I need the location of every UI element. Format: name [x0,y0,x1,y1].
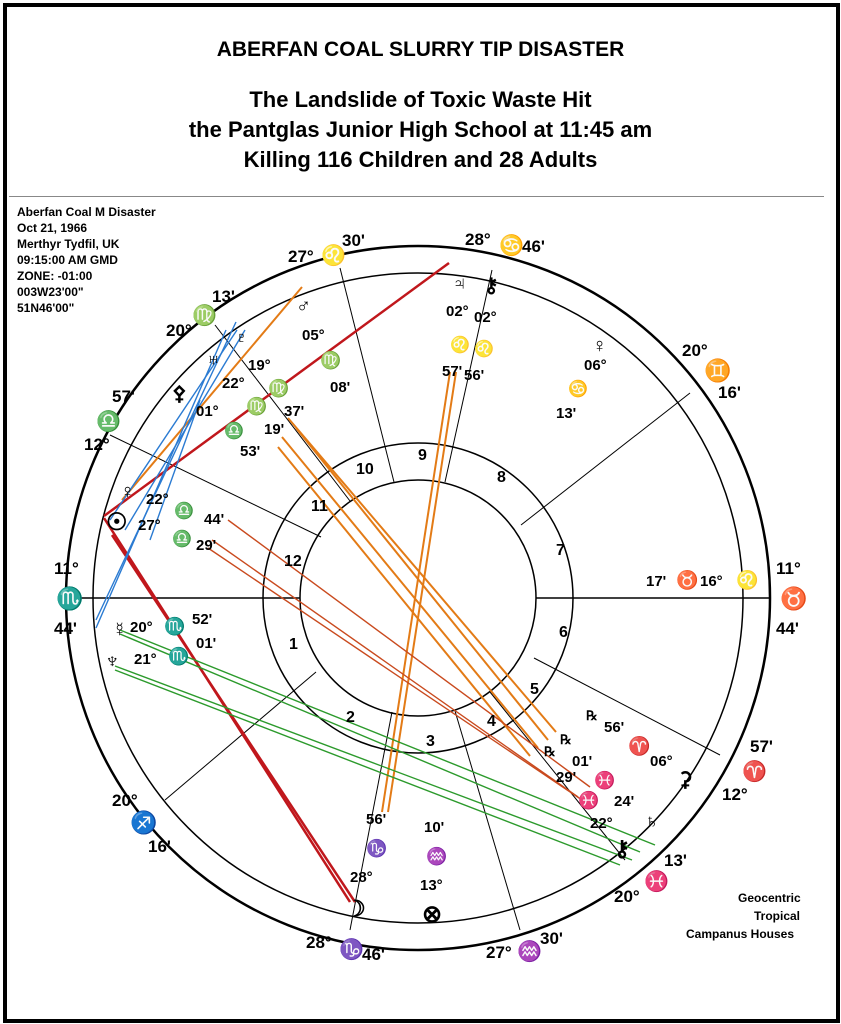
neptune-min: 01' [196,635,217,652]
house-10: 10 [356,461,374,478]
neptune-deg: 21° [134,651,157,668]
cusp-8-deg: 20° [682,341,708,360]
proserpina-label [556,335,607,422]
chiron-label [464,275,499,384]
venus-label [120,481,224,528]
aspect-orange-2 [382,372,450,812]
jupiter-label [442,273,470,380]
house-8: 8 [497,469,506,486]
house-4: 4 [487,713,496,730]
sun-icon: ☉ [106,509,128,536]
cusp-desc-sign: ♉ [780,586,808,611]
mars-sign: ♍ [320,351,342,370]
cusp-asc-min: 44' [54,619,77,638]
desc-node-deg: 16° [700,573,723,590]
cusp-asc-deg: 11° [54,559,79,578]
saturn-sign: ♓ [578,791,600,810]
north-node-label [420,819,447,894]
ceres-label [604,719,693,791]
cusp-5 [722,737,773,804]
ceres-sign: ♈ [628,736,651,756]
cusp-11-sign: ♎ [96,411,121,433]
venus-min: 44' [204,511,225,528]
moon-icon: ☽ [346,896,366,921]
house-6: 6 [559,624,568,641]
cusp-mc-deg: 27° [288,247,314,266]
uranus-deg: 22° [222,375,245,392]
cusp-4-sign: ♓ [644,871,669,893]
mercury-deg: 20° [130,619,153,636]
pluto-sign: ♍ [268,379,290,398]
cusp-asc-sign: ♏ [56,586,84,611]
neptune-sign: ♏ [168,647,190,666]
cusp-ic-sign: ♒ [517,941,542,963]
chiron-icon: ⚷ [484,275,499,297]
venus-icon: ♀ [120,481,135,503]
cusp-8-line [521,393,690,525]
desc-node-taurus: ♉ [676,570,699,590]
subtitle-line-3: Killing 116 Children and 28 Adults [243,147,598,172]
cusp-mc-line [340,268,394,482]
cusp-3-deg: 28° [306,933,332,952]
chart-info-block [17,205,156,315]
proserpina-min: 13' [556,405,577,422]
cusp-8 [682,341,741,402]
cusp-5-sign: ♈ [742,761,767,783]
cusp-2-min: 16' [148,837,171,856]
retro-mark-1: ℞ [586,708,598,723]
cusp-9-sign: ♋ [499,235,524,257]
uranus-min: 19' [264,421,285,438]
aspect-orange-4 [288,418,556,732]
pallas-label [172,383,260,460]
house-7: 7 [556,542,565,559]
footer-campanus: Campanus Houses [686,927,795,941]
saturn-icon: ♄ [644,811,659,833]
pallas-deg: 01° [196,403,219,420]
north-node-sign: ♒ [426,847,448,866]
neptune-icon: ♆ [104,648,121,673]
venus-deg: 22° [146,491,169,508]
planet-labels [104,273,758,928]
part-of-fortune-icon: ⊗ [422,901,443,928]
cusp-5-min: 57' [750,737,773,756]
info-line-4: 09:15:00 AM GMD [17,253,118,267]
proserpina-sign: ♋ [568,381,588,398]
venus-sign: ♎ [174,503,194,520]
moon-sign: ♑ [366,839,388,858]
info-line-5: ZONE: -01:00 [17,269,93,283]
info-line-6: 003W23'00" [17,285,84,299]
info-line-7: 51N46'00" [17,301,75,315]
poster-title: ABERFAN COAL SLURRY TIP DISASTER [216,38,625,61]
cusp-9-deg: 28° [465,230,491,249]
cusp-4-deg: 20° [614,887,640,906]
info-line-3: Merthyr Tydfil, UK [17,237,120,251]
aspect-lines [96,263,655,902]
aspect-brick-2 [212,540,578,797]
house-1: 1 [289,636,298,653]
moon-deg: 28° [350,869,373,886]
aspect-orange-5 [296,428,548,740]
mars-label [296,295,350,396]
jupiter-icon: ♃ [452,273,467,295]
house-5: 5 [530,681,539,698]
aspect-green-4 [115,670,620,865]
cusp-desc-min: 44' [776,619,799,638]
cusp-ic-min: 30' [540,929,563,948]
pallas-icon: ⚴ [172,383,187,405]
cusp-8-min: 16' [718,383,741,402]
mars-icon: ♂ [296,295,311,317]
chiron-deg: 02° [474,309,497,326]
chiron-lower-icon: ⚷ [614,836,631,861]
footer-tropical: Tropical [754,909,801,923]
chiron-sign: ♌ [474,341,494,358]
sun-deg: 27° [138,517,161,534]
cusp-ic-deg: 27° [486,943,512,962]
sun-min: 29' [196,537,217,554]
cusp-8-sign: ♊ [704,358,732,383]
cusp-3 [306,933,385,964]
retro-mark-3: ℞ [544,744,556,759]
info-line-2: Oct 21, 1966 [17,221,88,235]
north-node-min: 10' [424,819,445,836]
cusp-2-deg: 20° [112,791,138,810]
subtitle-line-1: The Landslide of Toxic Waste Hit [249,87,592,112]
moon-label [346,811,387,921]
house-12: 12 [284,553,302,570]
north-node-deg: 13° [420,877,443,894]
uranus-sign: ♍ [246,397,268,416]
cusp-4-min: 13' [664,851,687,870]
proserpina-icon: ♀ [592,335,607,357]
uranus-icon: ♅ [206,349,221,371]
mars-min: 08' [330,379,351,396]
jupiter-deg: 02° [446,303,469,320]
house-11: 11 [311,498,328,515]
cusp-desc-deg: 11° [776,559,801,578]
saturn-min: 24' [614,793,635,810]
cusp-desc [776,559,807,638]
cusp-3-sign: ♑ [339,939,364,961]
cusp-3-min: 46' [362,945,385,964]
proserpina-deg: 06° [584,357,607,374]
cusp-12-deg: 20° [166,321,192,340]
saturn-deg: 22° [590,815,613,832]
juno-min: 01' [572,753,593,770]
cusp-9 [465,230,545,257]
desc-node-group [646,569,758,590]
cusp-mc-sign: ♌ [321,245,346,267]
cusp-asc [54,559,83,638]
cusp-11 [84,387,135,454]
jupiter-min: 57' [442,363,463,380]
cusp-12-min: 13' [212,287,235,306]
subtitle-line-2: the Pantglas Junior High School at 11:45 am [188,117,653,142]
footer-notes [686,891,801,941]
footer-geocentric: Geocentric [738,891,801,905]
mercury-icon: ☿ [112,619,127,641]
house-2: 2 [346,709,355,726]
chiron-min: 56' [464,367,485,384]
pluto-icon: ♇ [234,327,249,349]
mercury-min: 52' [192,611,213,628]
cusp-mc-min: 30' [342,231,365,250]
ceres-min: 56' [604,719,625,736]
pluto-label [234,327,304,420]
cusp-11-deg: 12° [84,435,110,454]
saturn-label [578,770,659,833]
aspect-green-1 [120,630,655,845]
sun-sign: ♎ [172,531,192,548]
aspect-orange-3 [388,372,456,812]
pallas-min: 53' [240,443,261,460]
juno-deg: 29' [556,769,577,786]
mars-deg: 05° [302,327,325,344]
cusp-5-deg: 12° [722,785,748,804]
cusp-11-min: 57' [112,387,135,406]
cusp-9-min: 46' [522,237,545,256]
cusp-2-sign: ♐ [130,810,158,835]
cusp-ic-line [455,711,520,930]
cusp-2 [112,791,171,856]
house-cusps [67,268,770,930]
pluto-deg: 19° [248,357,271,374]
ceres-deg: 06° [650,753,673,770]
house-3: 3 [426,733,435,750]
info-line-1: Aberfan Coal M Disaster [17,205,156,219]
pluto-min: 37' [284,403,305,420]
aspect-green-3 [115,666,635,860]
desc-node-min: 17' [646,573,667,590]
desc-node-icon: ♌ [736,570,759,590]
retro-mark-2: ℞ [560,732,572,747]
jupiter-sign: ♌ [450,337,470,354]
mercury-sign: ♏ [164,617,186,636]
pallas-sign: ♎ [224,423,244,440]
cusp-2-line [165,672,316,800]
moon-min: 56' [366,811,387,828]
retrograde-group [544,708,598,786]
ceres-icon: ⚳ [678,769,693,791]
pisces-sign-upper: ♓ [594,771,616,790]
cusp-12-sign: ♍ [192,305,217,327]
cusp-mc [288,231,365,267]
house-9: 9 [418,447,427,464]
